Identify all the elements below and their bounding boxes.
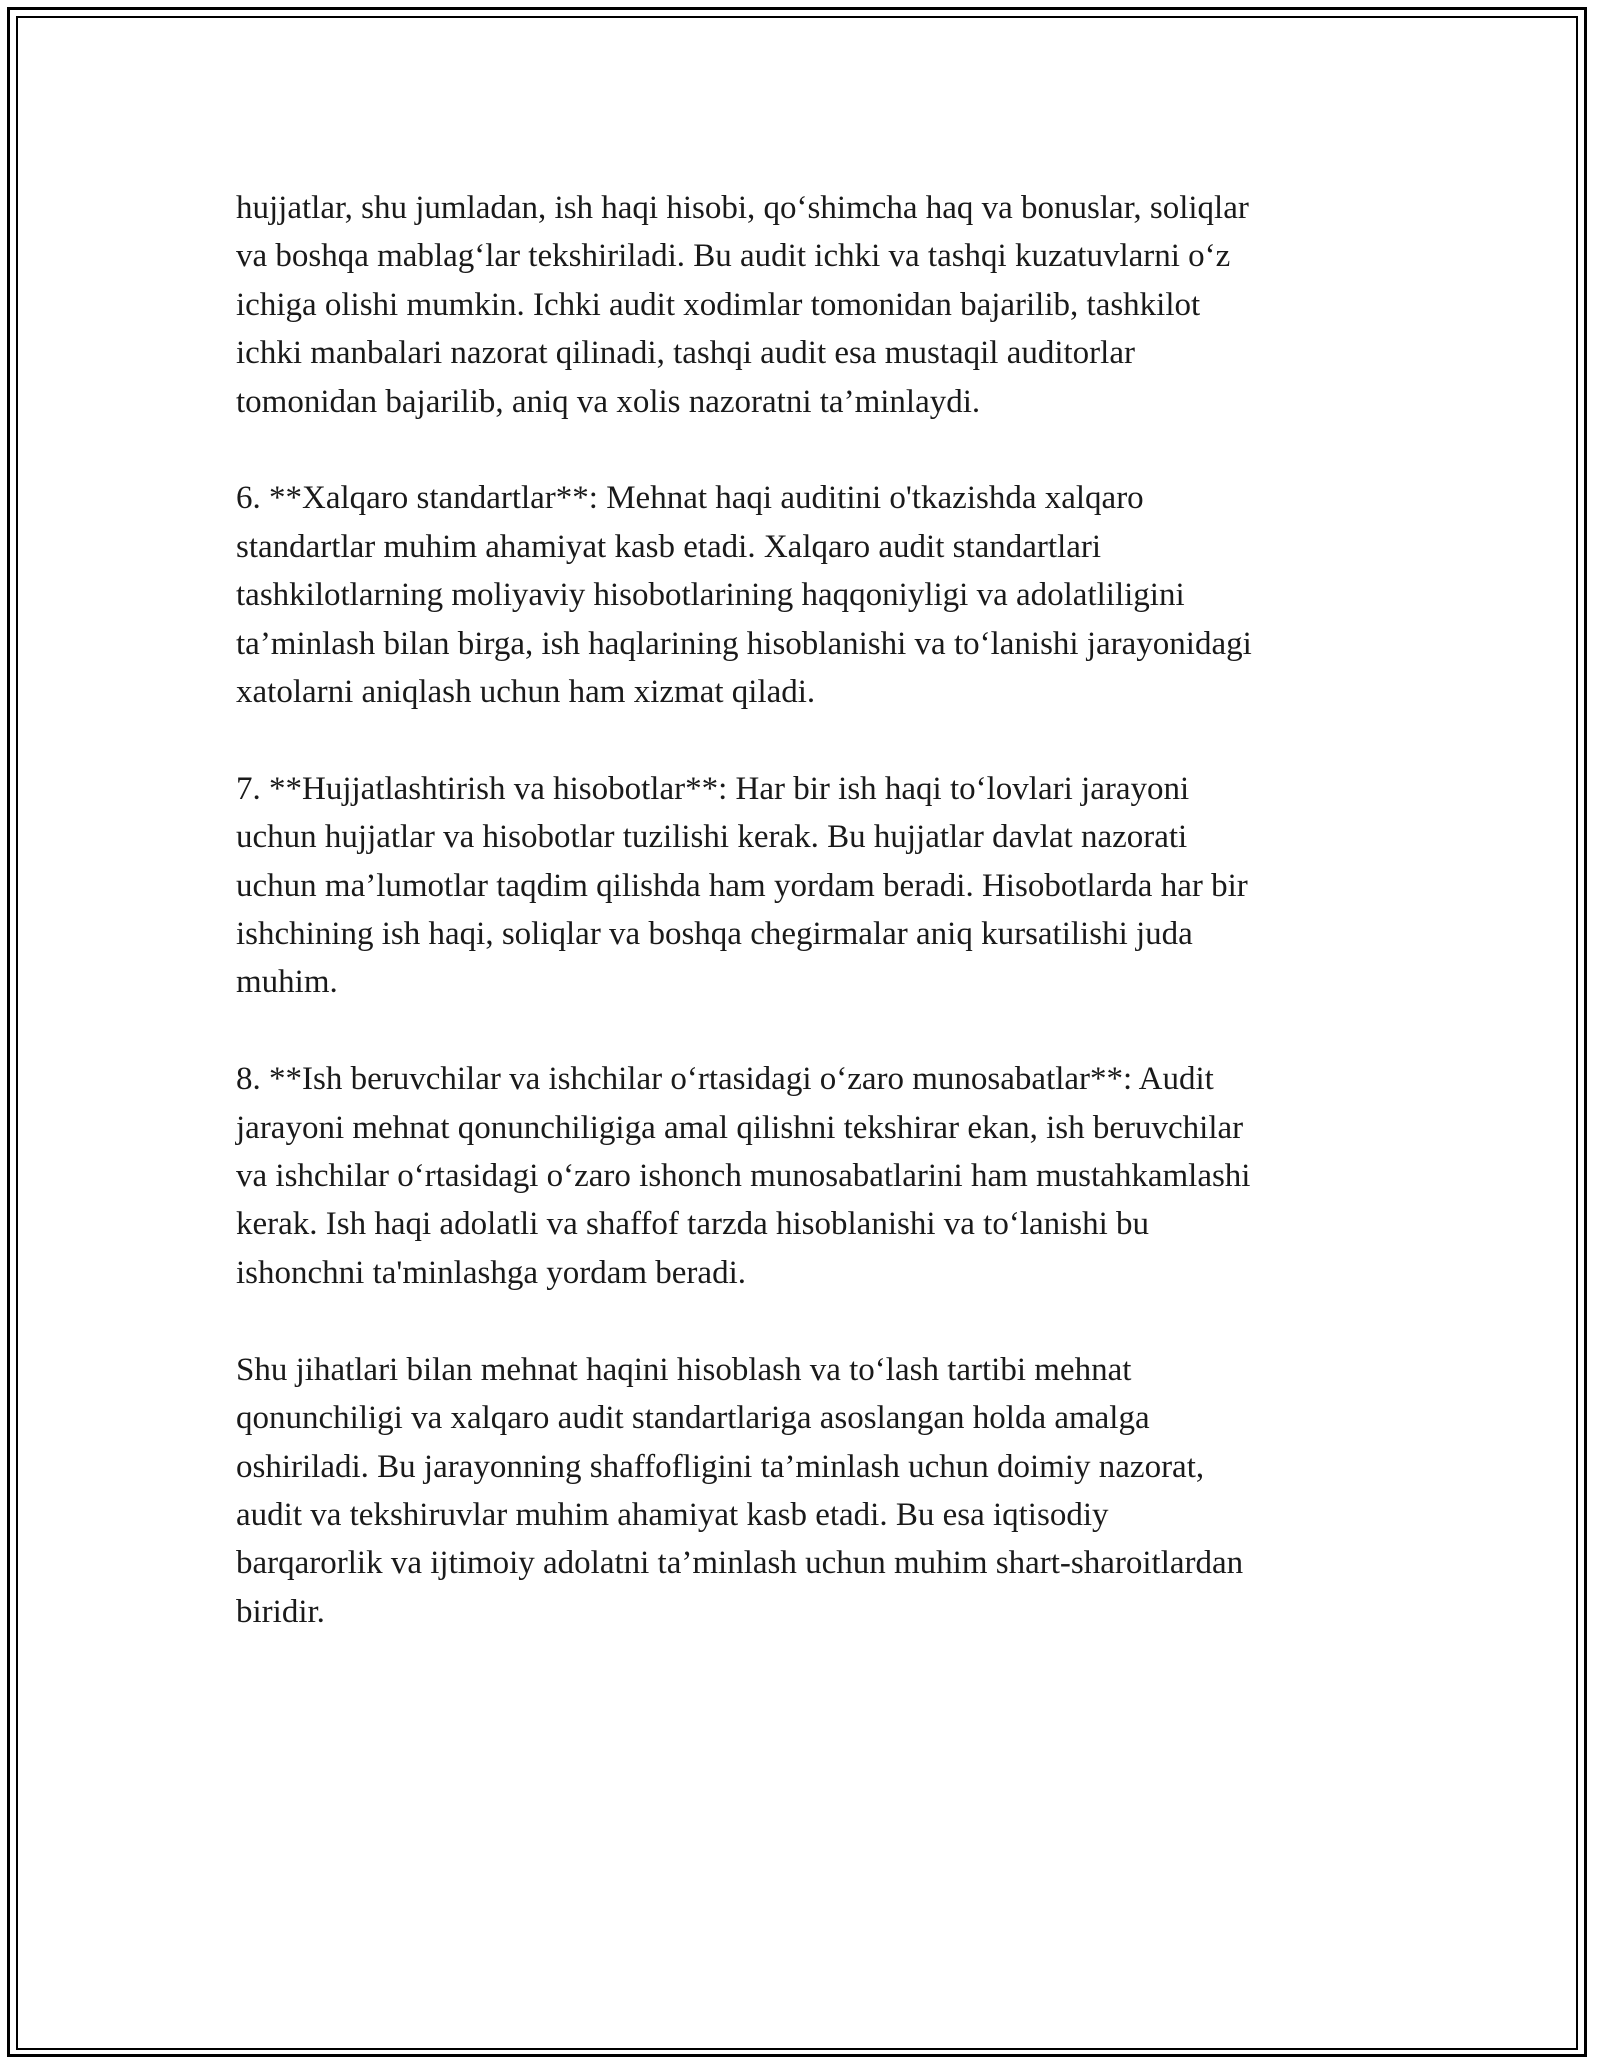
paragraph-audit-intro [236,184,1376,426]
text-line: va ishchilar o‘rtasidagi o‘zaro ishonch munosabatlarini ham mustahkamlashi [236,1158,1251,1195]
paragraph-international-standards [236,474,1376,716]
text-line: ichiga olishi mumkin. Ichki audit xodimlar tomonidan bajarilib, tashkilot [236,286,1201,323]
text-line: 8. **Ish beruvchilar va ishchilar o‘rtasidagi o‘zaro munosabatlar**: Audit [236,1061,1214,1098]
text-line: kerak. Ish haqi adolatli va shaffof tarzda hisoblanishi va to‘lanishi bu [236,1206,1150,1243]
text-line: muhim. [236,964,338,1001]
text-line: va boshqa mablag‘lar tekshiriladi. Bu audit ichki va tashqi kuzatuvlarni o‘z [236,238,1231,275]
text-line: oshiriladi. Bu jarayonning shaffofligini ta’minlash uchun doimiy nazorat, [236,1448,1205,1485]
text-line: jarayoni mehnat qonunchiligiga amal qilishni tekshirar ekan, ish beruvchilar [236,1109,1244,1146]
paragraph-documentation-reports [236,765,1376,1007]
text-line: ichki manbalari nazorat qilinadi, tashqi audit esa mustaqil auditorlar [236,335,1135,372]
text-line: qonunchiligi va xalqaro audit standartlariga asoslangan holda amalga [236,1400,1150,1437]
text-line: uchun ma’lumotlar taqdim qilishda ham yordam beradi. Hisobotlarda har bir [236,867,1248,904]
text-line: ta’minlash bilan birga, ish haqlarining hisoblanishi va to‘lanishi jarayonidagi [236,625,1252,662]
text-line: tomonidan bajarilib, aniq va xolis nazoratni ta’minlaydi. [236,383,981,420]
text-line: uchun hujjatlar va hisobotlar tuzilishi kerak. Bu hujjatlar davlat nazorati [236,819,1188,856]
text-line: audit va tekshiruvlar muhim ahamiyat kasb etadi. Bu esa iqtisodiy [236,1496,1109,1533]
text-line: ishonchni ta'minlashga yordam beradi. [236,1254,746,1291]
text-line: 6. **Xalqaro standartlar**: Mehnat haqi auditini o'tkazishda xalqaro [236,480,1144,517]
text-line: ishchining ish haqi, soliqlar va boshqa chegirmalar aniq kursatilishi juda [236,916,1193,953]
text-line: barqarorlik va ijtimoiy adolatni ta’minlash uchun muhim shart-sharoitlardan [236,1545,1244,1582]
paragraph-employer-relations [236,1055,1376,1297]
text-line: 7. **Hujjatlashtirish va hisobotlar**: Har bir ish haqi to‘lovlari jarayoni [236,770,1190,807]
text-line: biridir. [236,1593,325,1630]
document-body [236,184,1376,1685]
text-line: xatolarni aniqlash uchun ham xizmat qiladi. [236,674,816,711]
text-line: standartlar muhim ahamiyat kasb etadi. Xalqaro audit standartlari [236,528,1102,565]
text-line: Shu jihatlari bilan mehnat haqini hisoblash va to‘lash tartibi mehnat [236,1351,1132,1388]
text-line: tashkilotlarning moliyaviy hisobotlarining haqqoniyligi va adolatliligini [236,577,1185,614]
text-line: hujjatlar, shu jumladan, ish haqi hisobi, qo‘shimcha haq va bonuslar, soliqlar [236,190,1249,226]
paragraph-conclusion [236,1346,1376,1636]
